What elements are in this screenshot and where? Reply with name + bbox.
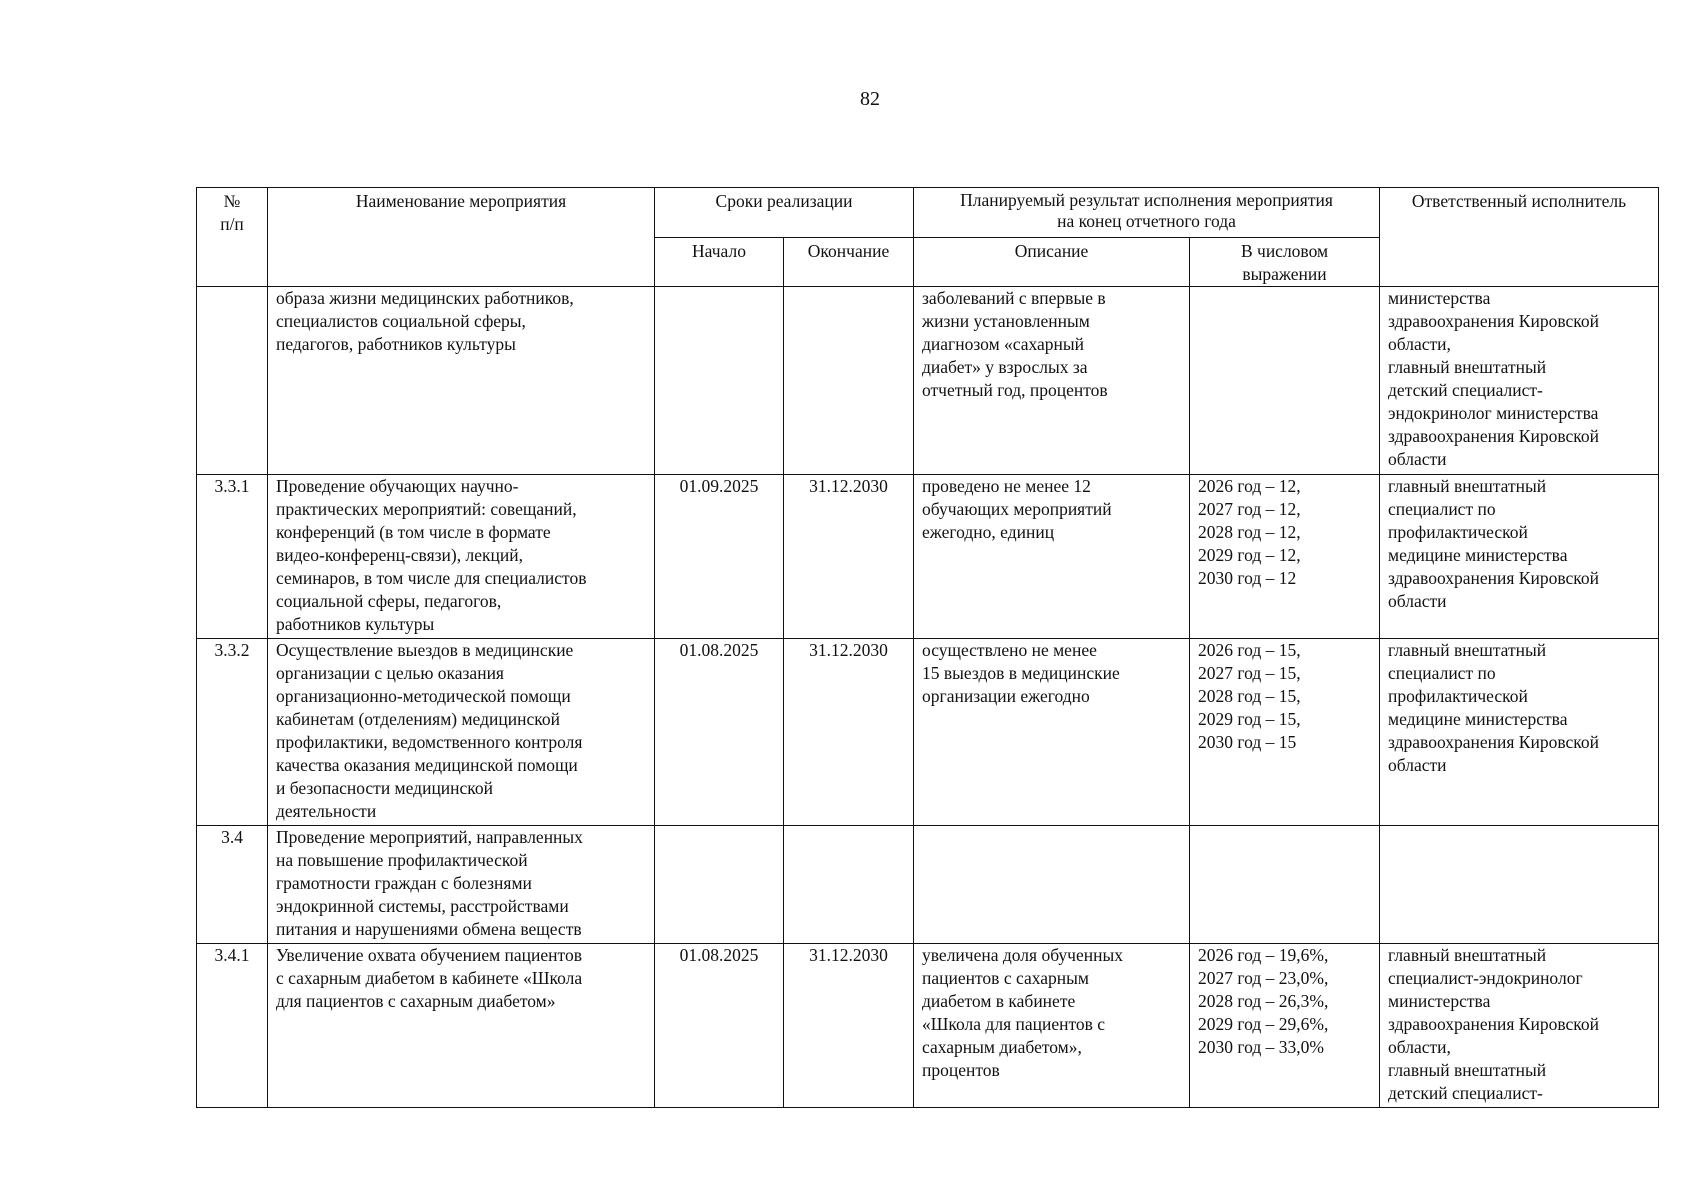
row-numeric: 2026 год – 19,6%, 2027 год – 23,0%, 2028 год – 26,3%, 2029 год – 29,6%, 2030 год – 33,0% [1190,944,1380,1108]
row-number: 3.3.1 [197,475,268,639]
header-end: Окончание [784,238,914,287]
row-description: заболеваний с впервые в жизни установленным диагнозом «сахарный диабет» у взрослых за отчетный год, процентов [914,287,1190,475]
row-start [655,826,784,944]
row-numeric: 2026 год – 12, 2027 год – 12, 2028 год – 12, 2029 год – 12, 2030 год – 12 [1190,475,1380,639]
row-name: образа жизни медицинских работников, специалистов социальной сферы, педагогов, работников культуры [268,287,655,475]
header-responsible: Ответственный исполнитель [1380,188,1659,287]
page-number: 82 [860,88,880,110]
row-start: 01.09.2025 [655,475,784,639]
row-description: увеличена доля обученных пациентов с сахарным диабетом в кабинете «Школа для пациентов с сахарным диабетом», процентов [914,944,1190,1108]
row-numeric [1190,287,1380,475]
row-name: Осуществление выездов в медицинские организации с целью оказания организационно-методической помощи кабинетам (отделениям) медицинской профилактики, ведомственного контроля качества оказания медицинской помощи и безопасности медицинской деятельности [268,639,655,826]
header-number: № п/п [197,188,268,287]
row-responsible: главный внештатный специалист по профилактической медицине министерства здравоохранения Кировской области [1380,639,1659,826]
row-name: Увеличение охвата обучением пациентов с сахарным диабетом в кабинете «Школа для пациентов с сахарным диабетом» [268,944,655,1108]
header-name: Наименование мероприятия [268,188,655,287]
table-row [197,639,1659,826]
row-responsible [1380,826,1659,944]
row-start [655,287,784,475]
row-number: 3.4 [197,826,268,944]
row-name: Проведение обучающих научно- практических мероприятий: совещаний, конференций (в том числе в формате видео-конференц-связи), лекций, семинаров, в том числе для специалистов социальной сферы, педагогов, работников культуры [268,475,655,639]
row-responsible: главный внештатный специалист по профилактической медицине министерства здравоохранения Кировской области [1380,475,1659,639]
row-description: осуществлено не менее 15 выездов в медицинские организации ежегодно [914,639,1190,826]
measures-table [196,187,1659,1108]
row-end [784,826,914,944]
row-name: Проведение мероприятий, направленных на повышение профилактической грамотности граждан с болезнями эндокринной системы, расстройствами питания и нарушениями обмена веществ [268,826,655,944]
row-responsible: министерства здравоохранения Кировской области, главный внештатный детский специалист- эндокринолог министерства здравоохранения Кировской области [1380,287,1659,475]
row-end: 31.12.2030 [784,944,914,1108]
row-description: проведено не менее 12 обучающих мероприятий ежегодно, единиц [914,475,1190,639]
header-numeric: В числовом выражении [1190,238,1380,287]
row-start: 01.08.2025 [655,639,784,826]
table-row [197,475,1659,639]
header-result: Планируемый результат исполнения мероприятия на конец отчетного года [914,188,1380,238]
row-numeric [1190,826,1380,944]
row-start: 01.08.2025 [655,944,784,1108]
table-header [197,188,1659,287]
table-row [197,944,1659,1108]
header-terms: Сроки реализации [655,188,914,238]
row-end: 31.12.2030 [784,639,914,826]
row-number: 3.4.1 [197,944,268,1108]
table-row [197,287,1659,475]
header-description: Описание [914,238,1190,287]
table-row [197,826,1659,944]
row-number [197,287,268,475]
header-start: Начало [655,238,784,287]
row-number: 3.3.2 [197,639,268,826]
row-responsible: главный внештатный специалист-эндокринолог министерства здравоохранения Кировской области, главный внештатный детский специалист- [1380,944,1659,1108]
row-end [784,287,914,475]
row-description [914,826,1190,944]
row-end: 31.12.2030 [784,475,914,639]
row-numeric: 2026 год – 15, 2027 год – 15, 2028 год – 15, 2029 год – 15, 2030 год – 15 [1190,639,1380,826]
